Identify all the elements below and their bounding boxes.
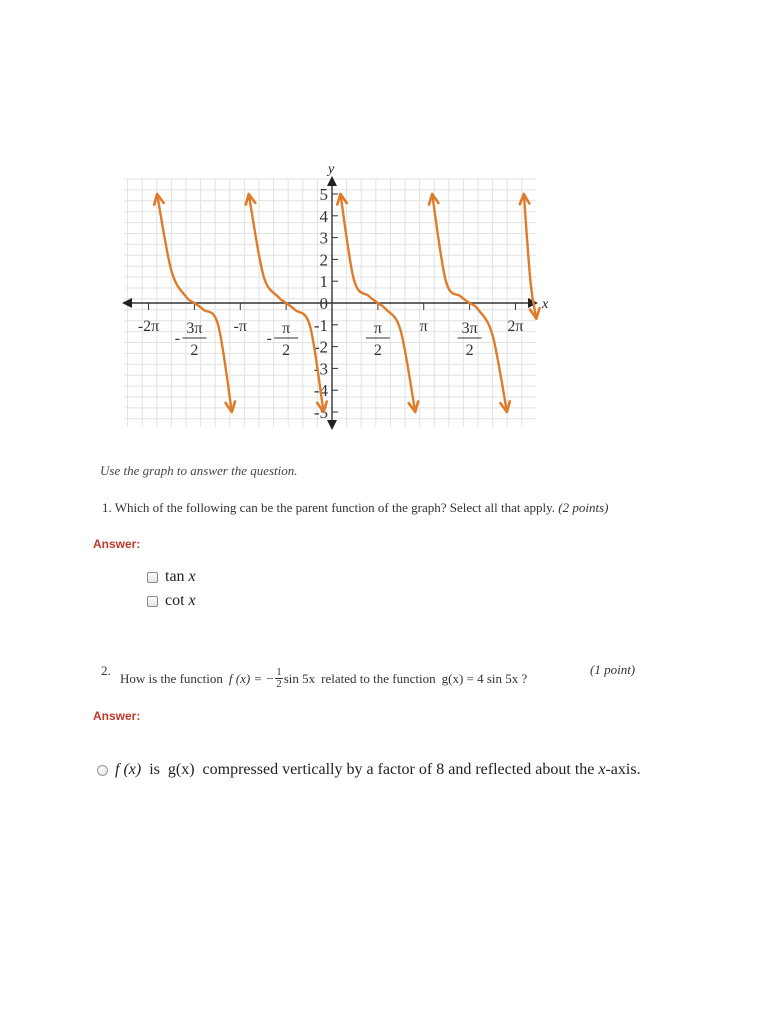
answer-label-1: Answer: [93,537,141,551]
option-tan-var: x [188,568,196,585]
checkbox-tan-x[interactable] [147,572,158,583]
radio-button[interactable] [97,765,108,776]
option-f: f (x) [115,761,142,778]
x-tick-label: 2π [507,318,524,335]
x-tick-label: π [419,318,428,335]
x-axis-left-arrow [122,298,132,308]
x-tick-label-sign: - [174,330,181,347]
y-tick-label: 3 [319,228,328,248]
option-compressed-reflected[interactable] [97,761,641,779]
y-tick-label: -1 [313,315,328,335]
fraction-numerator: 1 [276,666,282,678]
instruction-text: Use the graph to answer the question. [100,463,298,478]
y-axis-bottom-arrow [327,420,337,430]
y-axis-top-arrow [327,176,337,186]
y-tick-label: -2 [313,337,328,357]
y-tick-label: 5 [319,185,328,204]
x-tick-label: -2π [137,318,160,335]
option-cot-x[interactable] [147,592,196,610]
x-tick-label-denominator: 2 [282,342,291,359]
y-tick-label: 1 [319,272,328,292]
answer-label-2: Answer: [93,709,141,723]
question-2-lead: How is the function [120,670,223,686]
y-tick-label: 0 [319,294,328,313]
x-tick-label-numerator: π [373,320,382,337]
g-expression: g(x) = 4 sin 5x ? [441,670,528,686]
option-is: is [149,761,160,778]
question-2-text [120,667,527,690]
x-tick-label-numerator: 3π [461,320,478,337]
option-rest: compressed vertically by a factor of 8 and reflected about the [202,761,595,778]
y-tick-label: 4 [319,206,328,226]
option-g: g(x) [167,761,195,778]
x-axis-label: x [542,297,549,312]
x-tick-label-denominator: 2 [190,342,199,359]
fraction-denominator: 2 [276,678,282,690]
checkbox-cot-x[interactable] [147,596,158,607]
x-tick-label-denominator: 2 [465,342,474,359]
question-1-text: 1. Which of the following can be the parent function of the graph? Select all that apply. [102,500,556,515]
question-2-points: (1 point) [590,662,636,677]
option-cot-var: x [188,592,196,609]
option-axis-var: x [598,761,606,778]
question-2-mid: related to the function [321,670,436,686]
question-1-points: (2 points) [558,500,609,515]
y-tick-label: -4 [313,381,328,401]
option-tan-x[interactable] [147,568,196,586]
x-tick-label-sign: - [266,330,272,347]
cotangent-graph [110,155,550,445]
x-tick-label: -π [233,318,247,335]
f-expression-left: f (x) = − [228,670,275,686]
f-expression-right: sin 5x [283,670,316,686]
y-tick-label: 2 [319,250,328,270]
option-tan-fn: tan [165,568,185,585]
x-tick-label-denominator: 2 [373,342,382,359]
y-axis-label: y [328,162,335,177]
x-tick-label-numerator: 3π [186,320,203,337]
y-tick-label: -5 [313,403,328,422]
question-1 [102,500,609,516]
option-axis-word: -axis. [605,761,641,778]
fraction-one-half [275,667,283,690]
option-cot-fn: cot [165,592,185,609]
question-2-number: 2. [101,663,111,678]
x-tick-label-numerator: π [282,320,291,337]
y-tick-label: -3 [313,359,328,379]
